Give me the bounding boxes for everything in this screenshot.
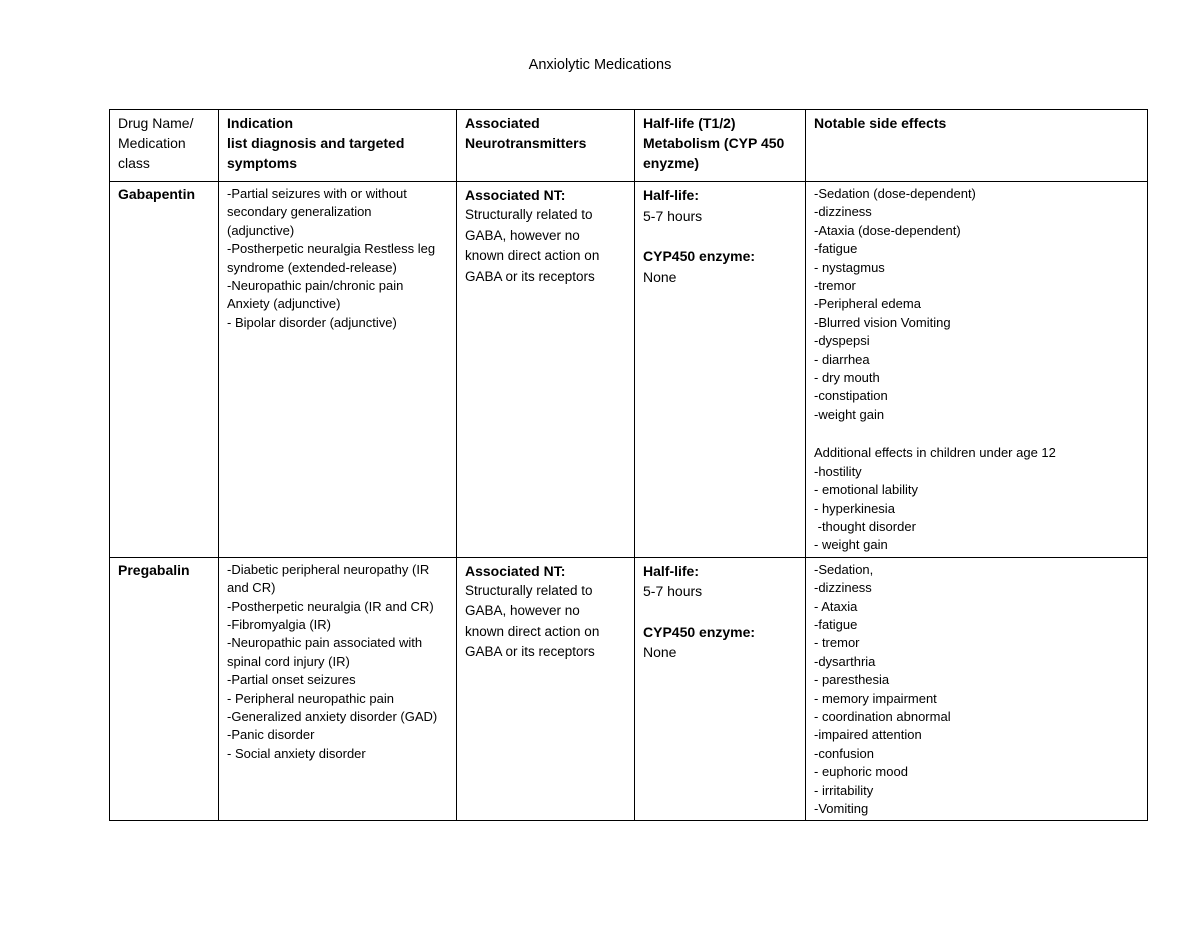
side-effect-line: - euphoric mood [814, 764, 908, 780]
side-effect-line: - tremor [814, 635, 860, 651]
side-effects-cell [806, 557, 1148, 821]
table-row [110, 557, 1148, 821]
nt-text-line: GABA or its receptors [465, 644, 595, 660]
extra-side-effect-line: Additional effects in children under age 12 [814, 445, 1056, 461]
nt-text-line: Structurally related to [465, 207, 593, 222]
side-effect-line: -dyspepsi [814, 333, 870, 349]
header-indication [219, 110, 457, 182]
indication-cell [219, 557, 457, 821]
half-life-value: 5-7 hours [643, 583, 703, 600]
header-indication-line: symptoms [227, 155, 298, 171]
neurotransmitter-cell [457, 557, 635, 821]
indication-line: spinal cord injury (IR) [227, 653, 350, 669]
header-half-life [635, 110, 806, 182]
header-halflife-line: Half-life (T1/2) [643, 115, 736, 131]
side-effect-line: -confusion [814, 745, 874, 761]
half-life-cell [635, 557, 806, 821]
half-life-value: 5-7 hours [643, 207, 703, 224]
indication-line: syndrome (extended-release) [227, 259, 397, 275]
indication-line: -Postherpetic neuralgia Restless leg [227, 241, 436, 257]
header-neurotransmitters [457, 110, 635, 182]
half-life-cell [635, 182, 806, 558]
side-effect-line: -fatigue [814, 616, 858, 632]
table-row [110, 182, 1148, 558]
header-halflife-line: enyzme) [643, 155, 700, 171]
drug-name-cell [110, 557, 219, 821]
side-effect-line: - memory impairment [814, 690, 937, 706]
cyp-label: CYP450 enzyme: [643, 248, 756, 264]
side-effect-line: -Peripheral edema [814, 296, 921, 312]
indication-line: -Generalized anxiety disorder (GAD) [227, 708, 438, 724]
table-header-row [110, 110, 1148, 182]
side-effect-line: -constipation [814, 388, 888, 404]
header-neuro-line: Neurotransmitters [465, 135, 587, 151]
nt-text-line: GABA or its receptors [465, 268, 595, 284]
indication-line: -Postherpetic neuralgia (IR and CR) [227, 598, 434, 614]
header-drug-name [110, 110, 219, 182]
side-effect-line: -dizziness [814, 580, 872, 596]
indication-line: -Partial seizures with or without [227, 186, 407, 201]
medications-table [109, 109, 1148, 821]
indication-line: -Panic disorder [227, 727, 315, 743]
cyp-label: CYP450 enzyme: [643, 623, 756, 640]
side-effect-line: - Ataxia [814, 598, 858, 614]
header-side-effects [806, 110, 1148, 182]
side-effect-line: - nystagmus [814, 259, 885, 275]
extra-side-effect-line: -hostility [814, 463, 862, 479]
side-effect-line: - dry mouth [814, 370, 880, 386]
side-effect-line: -fatigue [814, 241, 858, 257]
indication-line: Anxiety (adjunctive) [227, 296, 341, 312]
indication-line: - Peripheral neuropathic pain [227, 690, 394, 706]
header-drug-line: Medication [118, 135, 186, 151]
side-effect-line: -Vomiting [814, 801, 869, 816]
cyp-value: None [643, 644, 677, 661]
indication-line: -Fibromyalgia (IR) [227, 616, 332, 632]
indication-cell [219, 182, 457, 558]
nt-label: Associated NT: [465, 187, 566, 203]
nt-label: Associated NT: [465, 562, 566, 579]
indication-line: -Diabetic peripheral neuropathy (IR [227, 561, 430, 577]
side-effect-line: - paresthesia [814, 672, 890, 688]
side-effects-cell [806, 182, 1148, 558]
side-effect-line: -Sedation, [814, 561, 874, 577]
header-indication-line: list diagnosis and targeted [227, 135, 405, 151]
indication-line: - Social anxiety disorder [227, 745, 366, 761]
side-effect-line: -Sedation (dose-dependent) [814, 186, 976, 201]
side-effect-line: -dysarthria [814, 653, 876, 669]
indication-line: (adjunctive) [227, 222, 295, 238]
extra-side-effect-line: -thought disorder [814, 518, 916, 534]
header-drug-line: class [118, 155, 150, 171]
side-effect-line: - irritability [814, 782, 874, 798]
indication-line: -Neuropathic pain associated with [227, 635, 423, 651]
side-effect-line: -Ataxia (dose-dependent) [814, 222, 961, 238]
indication-line: secondary generalization [227, 204, 372, 220]
drug-name-cell [110, 182, 219, 558]
header-neuro-line: Associated [465, 115, 540, 131]
extra-side-effect-line: - hyperkinesia [814, 500, 895, 516]
side-effect-line: -weight gain [814, 406, 885, 422]
side-effect-line: -tremor [814, 278, 856, 294]
side-effect-line: -Blurred vision Vomiting [814, 314, 951, 330]
side-effect-line: -dizziness [814, 204, 872, 220]
nt-text-line: known direct action on [465, 248, 600, 263]
nt-text-line: GABA, however no [465, 227, 580, 243]
header-halflife-line: Metabolism (CYP 450 [643, 135, 785, 151]
extra-side-effect-line: - weight gain [814, 537, 888, 553]
header-indication-line: Indication [227, 115, 294, 131]
side-effect-line: - diarrhea [814, 351, 870, 367]
half-life-label: Half-life: [643, 562, 699, 579]
cyp-value: None [643, 268, 677, 285]
side-effect-line: - coordination abnormal [814, 708, 951, 724]
document-title: Anxiolytic Medications [528, 57, 672, 73]
indication-line: -Neuropathic pain/chronic pain [227, 278, 404, 294]
drug-name: Pregabalin [118, 561, 190, 578]
drug-name: Gabapentin [118, 186, 196, 202]
nt-text-line: Structurally related to [465, 582, 593, 598]
extra-side-effect-line: - emotional lability [814, 482, 919, 498]
half-life-label: Half-life: [643, 187, 699, 203]
nt-text-line: GABA, however no [465, 603, 580, 619]
side-effect-line: -impaired attention [814, 727, 922, 743]
indication-line: - Bipolar disorder (adjunctive) [227, 314, 397, 330]
nt-text-line: known direct action on [465, 623, 600, 639]
header-drug-line: Drug Name/ [118, 115, 194, 131]
neurotransmitter-cell [457, 182, 635, 558]
indication-line: -Partial onset seizures [227, 672, 356, 688]
indication-line: and CR) [227, 580, 276, 596]
header-side-effects-line: Notable side effects [814, 115, 947, 131]
